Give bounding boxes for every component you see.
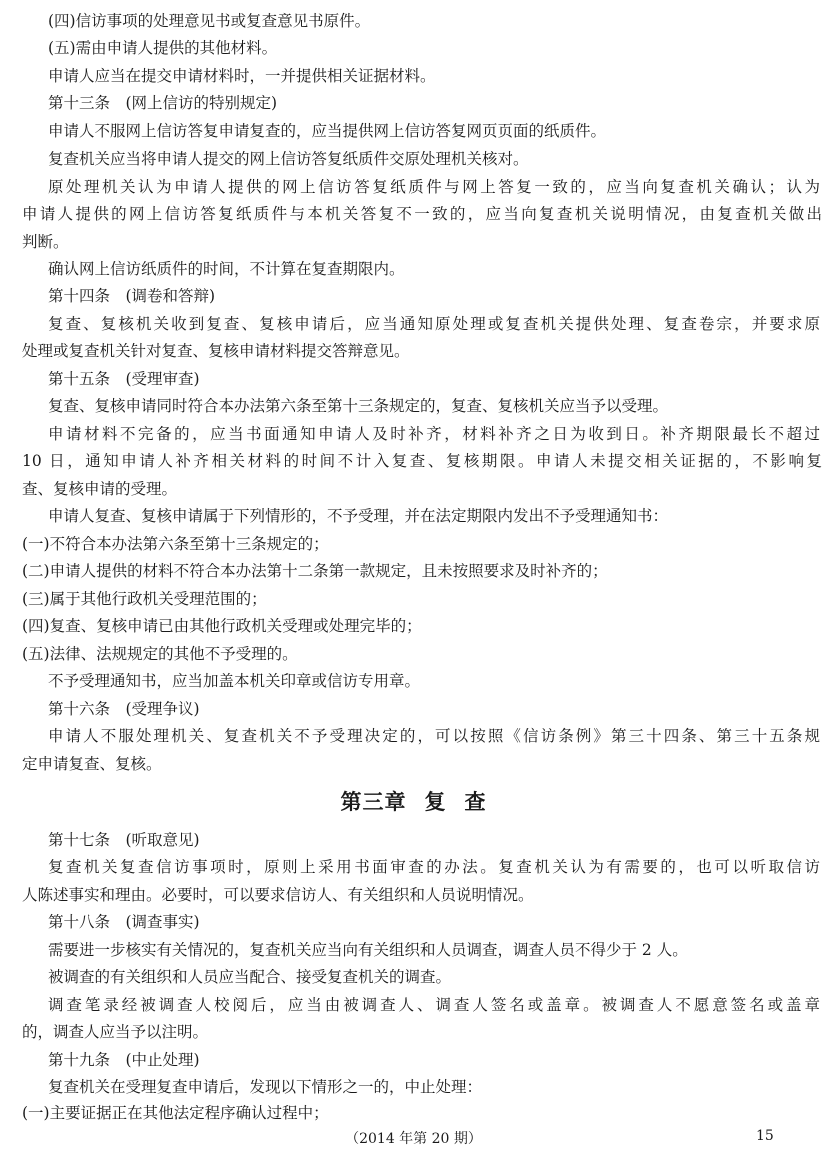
- issue-footer: （2014 年第 20 期）: [345, 1131, 482, 1147]
- text-line: 查、复核申请的受理。: [22, 480, 178, 498]
- text-line: 人陈述事实和理由。必要时，可以要求信访人、有关组织和人员说明情况。: [22, 886, 534, 904]
- article-heading: 第十五条 (受理审查): [48, 370, 200, 388]
- article-heading: 第十七条 (听取意见): [48, 831, 200, 849]
- chapter-title-char: 查: [464, 790, 487, 814]
- text-line: 复查机关复查信访事项时，原则上采用书面审查的办法。复查机关认为有需要的，也可以听取信访: [48, 858, 820, 876]
- text-line: 复查机关应当将申请人提交的网上信访答复纸质件交原处理机关核对。: [48, 150, 529, 168]
- text-line: 10 日，通知申请人补齐相关材料的时间不计入复查、复核期限。申请人未提交相关证据的，不影响复: [22, 452, 822, 470]
- chapter-number: 第三章: [340, 790, 407, 814]
- list-item: (一)主要证据正在其他法定程序确认过程中；: [22, 1104, 329, 1122]
- text-line: 申请人不服网上信访答复申请复查的，应当提供网上信访答复网页页面的纸质件。: [48, 122, 607, 140]
- text-line: 确认网上信访纸质件的时间，不计算在复查期限内。: [48, 260, 405, 278]
- text-line: 申请人不服处理机关、复查机关不予受理决定的，可以按照《信访条例》第三十四条、第三十五条规: [48, 727, 820, 745]
- text-line: 原处理机关认为申请人提供的网上信访答复纸质件与网上答复一致的，应当向复查机关确认；认为: [48, 178, 820, 196]
- text-line: 申请人应当在提交申请材料时，一并提供相关证据材料。: [48, 67, 436, 85]
- chapter-title-char: 复: [424, 790, 447, 814]
- article-heading: 第十四条 (调卷和答辩): [48, 287, 216, 305]
- text-line: (四)信访事项的处理意见书或复查意见书原件。: [48, 12, 371, 30]
- text-line: 不予受理通知书，应当加盖本机关印章或信访专用章。: [48, 672, 421, 690]
- chapter-title: [0, 786, 827, 816]
- text-line: 判断。: [22, 233, 69, 251]
- text-line: 申请材料不完备的，应当书面通知申请人及时补齐，材料补齐之日为收到日。补齐期限最长不超过: [48, 425, 820, 443]
- text-line: 被调查的有关组织和人员应当配合、接受复查机关的调查。: [48, 968, 452, 986]
- text-line: 调查笔录经被调查人校阅后，应当由被调查人、调查人签名或盖章。被调查人不愿意签名或盖章: [48, 996, 820, 1014]
- text-line: 复查、复核申请同时符合本办法第六条至第十三条规定的，复查、复核机关应当予以受理。: [48, 397, 669, 415]
- list-item: (三)属于其他行政机关受理范围的；: [22, 590, 267, 608]
- article-heading: 第十八条 (调查事实): [48, 913, 200, 931]
- text-line: 需要进一步核实有关情况的，复查机关应当向有关组织和人员调查，调查人员不得少于 2 人。: [48, 941, 688, 959]
- list-item: (四)复查、复核申请已由其他行政机关受理或处理完毕的；: [22, 617, 422, 635]
- page-number: 15: [756, 1128, 774, 1144]
- text-line: 复查机关在受理复查申请后，发现以下情形之一的，中止处理：: [48, 1078, 483, 1096]
- text-line: 定申请复查、复核。: [22, 755, 162, 773]
- text-line: (五)需由申请人提供的其他材料。: [48, 39, 278, 57]
- text-line: 处理或复查机关针对复查、复核申请材料提交答辩意见。: [22, 342, 410, 360]
- text-line: 申请人复查、复核申请属于下列情形的，不予受理，并在法定期限内发出不予受理通知书：: [48, 507, 669, 525]
- article-heading: 第十三条 (网上信访的特别规定): [48, 94, 278, 112]
- text-line: 申请人提供的网上信访答复纸质件与本机关答复不一致的，应当向复查机关说明情况，由复查机关做出: [22, 205, 822, 223]
- text-line: 复查、复核机关收到复查、复核申请后，应当通知原处理或复查机关提供处理、复查卷宗，并要求原: [48, 315, 820, 333]
- list-item: (五)法律、法规规定的其他不予受理的。: [22, 645, 298, 663]
- article-heading: 第十六条 (受理争议): [48, 700, 200, 718]
- list-item: (二)申请人提供的材料不符合本办法第十二条第一款规定，且未按照要求及时补齐的；: [22, 562, 608, 580]
- text-line: 的，调查人应当予以注明。: [22, 1023, 209, 1041]
- list-item: (一)不符合本办法第六条至第十三条规定的；: [22, 535, 329, 553]
- article-heading: 第十九条 (中止处理): [48, 1051, 200, 1069]
